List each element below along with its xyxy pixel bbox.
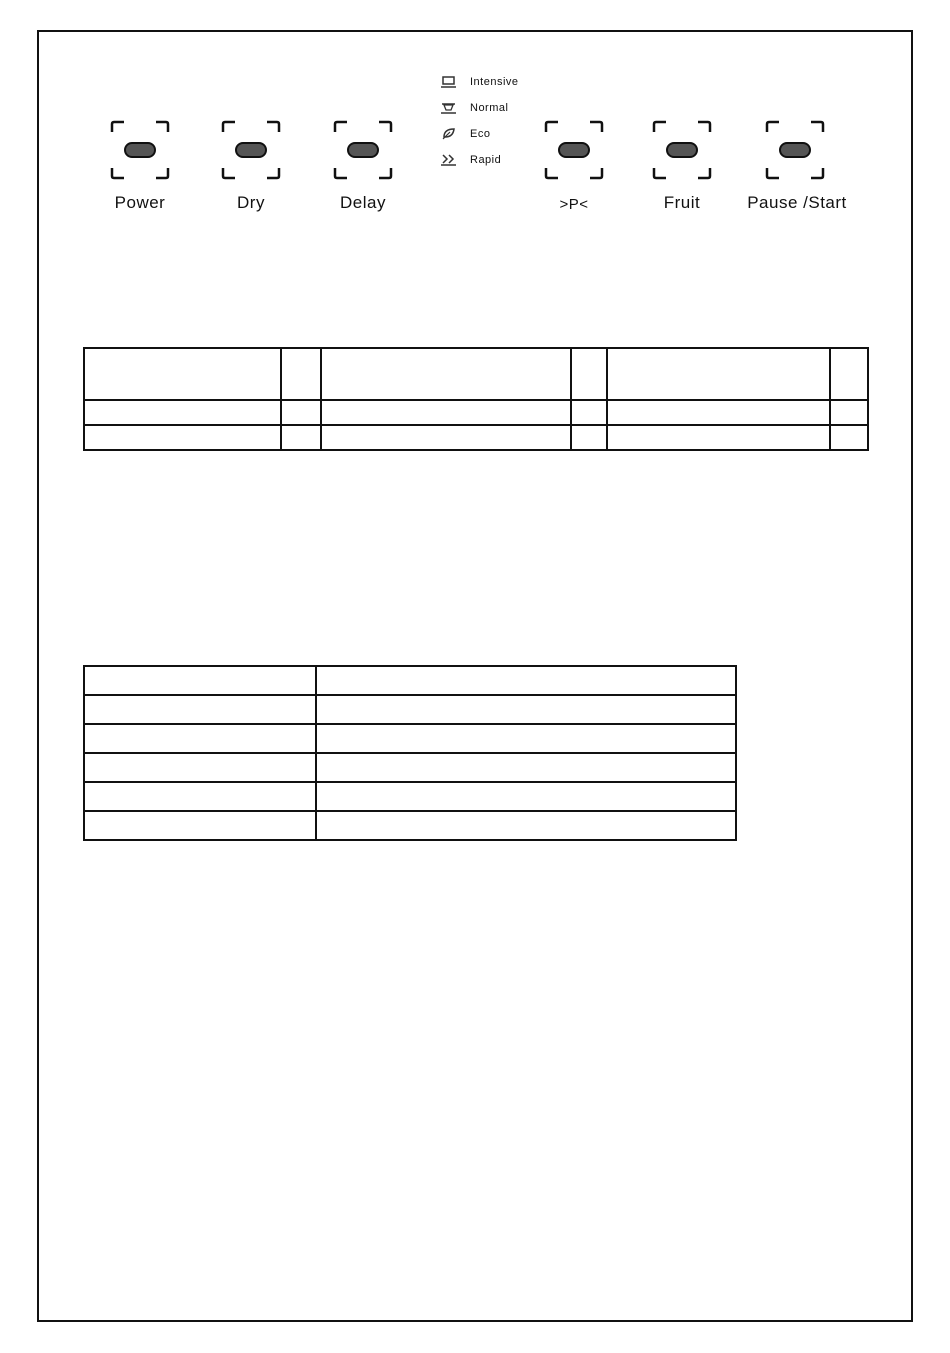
table-cell [84, 724, 316, 753]
table-cell [84, 695, 316, 724]
table-row [84, 348, 868, 400]
pause-start-button[interactable] [765, 120, 825, 180]
dry-label: Dry [237, 193, 265, 212]
table-cell [571, 348, 607, 400]
table-cell [84, 782, 316, 811]
table-cell [830, 425, 868, 450]
table-cell [281, 400, 321, 425]
intensive-pot-icon [438, 74, 458, 92]
delay-label: Delay [340, 193, 386, 212]
table-cell [830, 348, 868, 400]
table-cell [84, 811, 316, 840]
table-cell [321, 425, 572, 450]
half-load-button[interactable] [544, 120, 604, 180]
table-cell [316, 695, 736, 724]
table-row [84, 695, 736, 724]
table-1 [83, 347, 869, 451]
delay-button[interactable] [333, 120, 393, 180]
table-row [84, 724, 736, 753]
table-cell [571, 425, 607, 450]
power-button[interactable] [110, 120, 170, 180]
table-cell [281, 425, 321, 450]
button-frame-icon [333, 120, 393, 180]
table-cell [84, 425, 281, 450]
table-row [84, 425, 868, 450]
fruit-label: Fruit [663, 193, 701, 212]
eco-leaf-icon [438, 126, 458, 144]
table-cell [84, 348, 281, 400]
table-cell [84, 400, 281, 425]
table-cell [607, 348, 830, 400]
table-row [84, 666, 736, 695]
normal-bowl-icon [438, 100, 458, 118]
button-frame-icon [221, 120, 281, 180]
half-load-label: >P< [559, 196, 589, 213]
rapid-arrows-icon [438, 152, 458, 170]
table-cell [84, 666, 316, 695]
dry-button[interactable] [221, 120, 281, 180]
table-cell [316, 782, 736, 811]
table-cell [830, 400, 868, 425]
table-cell [84, 753, 316, 782]
table-2 [83, 665, 737, 841]
table-row [84, 400, 868, 425]
power-label: Power [114, 193, 166, 212]
table-cell [571, 400, 607, 425]
table-row [84, 753, 736, 782]
table-cell [321, 348, 572, 400]
button-frame-icon [652, 120, 712, 180]
table-cell [321, 400, 572, 425]
table-cell [607, 400, 830, 425]
fruit-button[interactable] [652, 120, 712, 180]
pause-start-label: Pause /Start [747, 193, 847, 212]
table-cell [281, 348, 321, 400]
button-frame-icon [765, 120, 825, 180]
table-cell [316, 666, 736, 695]
button-frame-icon [110, 120, 170, 180]
table-row [84, 811, 736, 840]
button-frame-icon [544, 120, 604, 180]
table-cell [316, 811, 736, 840]
table-row [84, 782, 736, 811]
table-cell [316, 724, 736, 753]
table-cell [316, 753, 736, 782]
table-cell [607, 425, 830, 450]
